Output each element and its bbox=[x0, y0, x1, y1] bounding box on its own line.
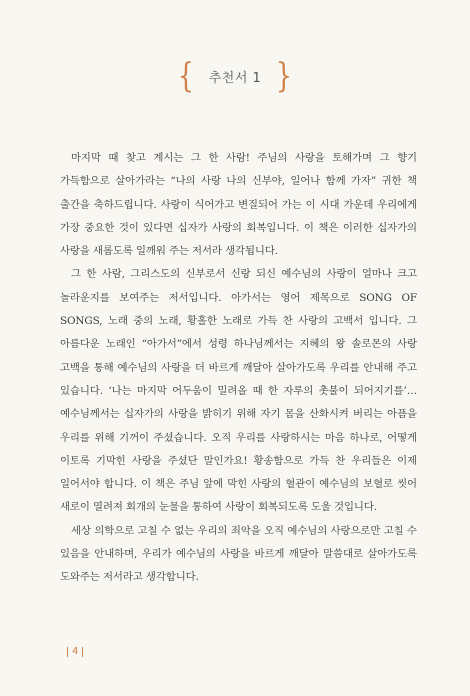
chapter-header bbox=[0, 56, 470, 96]
page-number-right-bar bbox=[82, 647, 83, 657]
paragraph-1: 마지막 때 찾고 계시는 그 한 사람! 주님의 사랑을 토해가며 그 향기 가득함으로 살아가라는 “나의 사랑 나의 신부야, 일어나 함께 가자” 귀한 책 출간을 축하드립니다. 사랑이 식어가고 변질되어 가는 이 시대 가운데 우리에게 가장 중요한 것이 있다면 십자가 사랑의 회복입니다. 이 책은 이러한 십자가의 사랑을 새롭도록 일깨워 주는 저서라 생각됩니다. bbox=[60, 152, 417, 258]
page-number bbox=[63, 646, 87, 657]
body-text bbox=[60, 147, 417, 590]
page-number-value: 4 bbox=[72, 646, 79, 657]
chapter-title: 추천서 1 bbox=[208, 70, 262, 86]
left-brace: { bbox=[177, 56, 194, 96]
right-brace: } bbox=[275, 56, 293, 96]
paragraph-2: 그 한 사람, 그리스도의 신부로서 신랑 되신 예수님의 사랑이 얼마나 크고 놀라운지를 보여주는 저서입니다. 아가서는 영어 제목으로 SONG OF SONGS, 노래 중의 노래, 황홀한 노래로 가득 찬 사랑의 고백서 입니다. 그 아름다운 노래인 “아가서”에서 성령 하나님께서는 지혜의 왕 솔로몬의 사랑 고백을 통해 예수님의 사랑을 더 바르게 깨달아 살아가도록 우리를 안내해 주고 있습니다. ‘나는 마지막 어두움이 밀려올 때 한 자루의 촛불이 되어지기를’… 예수님께서는 십자가의 사랑을 밝히기 위해 자기 몸을 산화시켜 버리는 아픔을 우리를 위해 기꺼이 주셨습니다. 오직 우리를 사랑하시는 마음 하나로, 어떻게 이토록 기막힌 사랑을 주셨단 말인가요! 황송함으로 가득 찬 우리들은 이제 일어서야 합니다. 이 책은 주님 앞에 막힌 사랑의 혈관이 예수님의 보혈로 씻어 새로이 열려져 회개의 눈물을 통하여 사랑이 회복되도록 도울 것입니다. bbox=[60, 268, 417, 514]
page-number-left-bar bbox=[67, 647, 68, 657]
paragraph-3: 세상 의학으로 고칠 수 없는 우리의 죄악을 오직 예수님의 사랑으로만 고칠 수 있음을 안내하며, 우리가 예수님의 사랑을 바르게 깨달아 말씀대로 살아가도록 도와주는 저서라고 생각합니다. bbox=[60, 524, 417, 584]
